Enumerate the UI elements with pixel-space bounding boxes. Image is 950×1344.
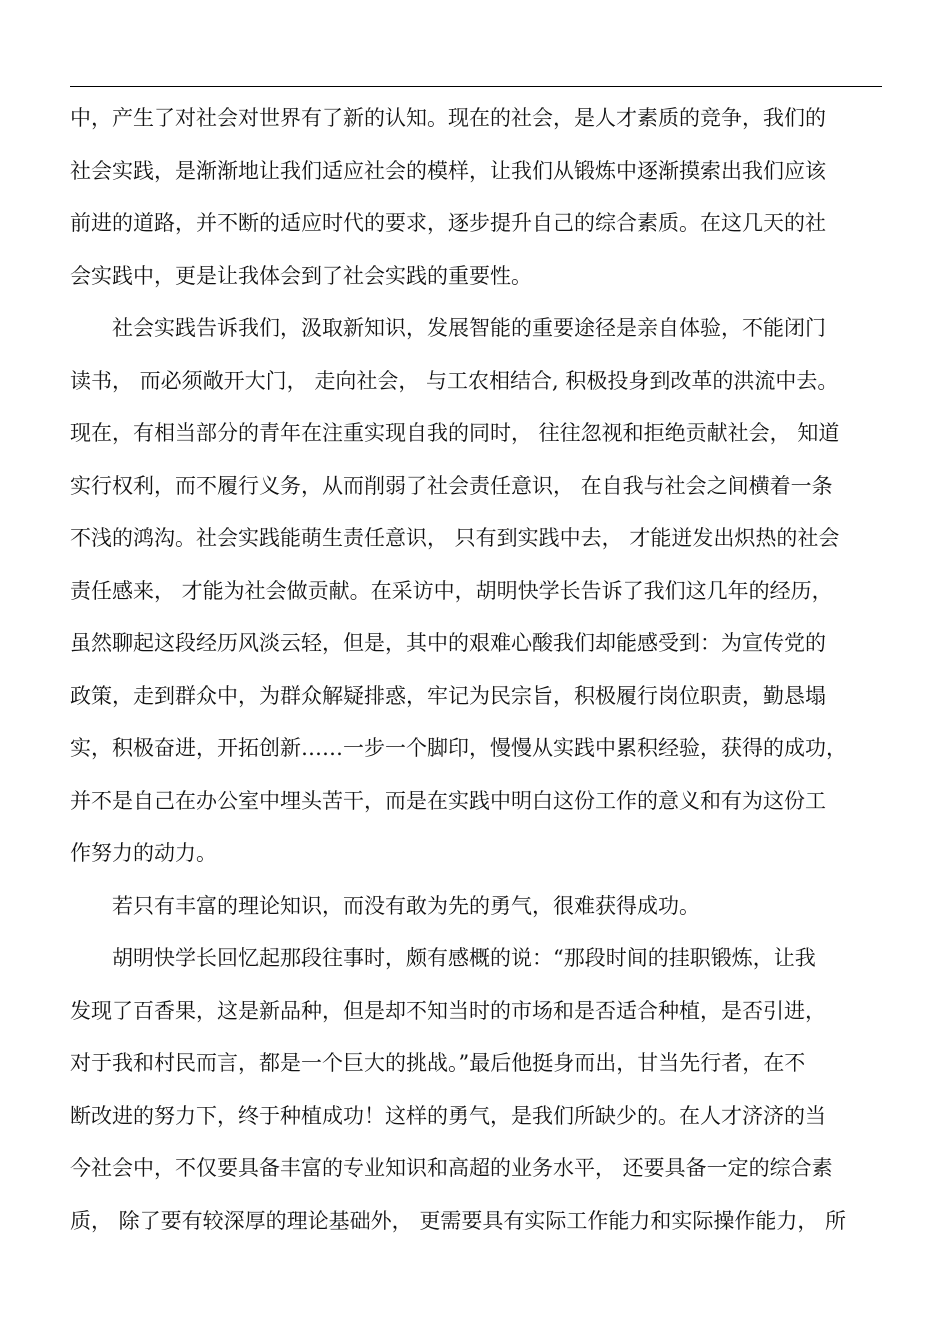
text-line: 政策，走到群众中，为群众解疑排惑，牢记为民宗旨，积极履行岗位职责，勤恳塌: [70, 683, 826, 708]
text-line: 责任感来， 才能为社会做贡献。在采访中，胡明快学长告诉了我们这几年的经历，: [70, 578, 833, 603]
text-line: 社会实践，是渐渐地让我们适应社会的模样，让我们从锻炼中逐渐摸索出我们应该: [70, 158, 826, 183]
text-line: 现在，有相当部分的青年在注重实现自我的同时， 往往忽视和拒绝贡献社会， 知道: [70, 421, 840, 445]
text-line: 断改进的努力下，终于种植成功！这样的勇气，是我们所缺少的。在人才济济的当: [70, 1103, 826, 1128]
text-line: 并不是自己在办公室中埋头苦干，而是在实践中明白这份工作的意义和有为这份工: [70, 788, 826, 813]
text-line: 会实践中，更是让我体会到了社会实践的重要性。: [70, 263, 532, 288]
text-line: 虽然聊起这段经历风淡云轻，但是，其中的艰难心酸我们却能感受到：为宣传党的: [70, 631, 826, 655]
text-line: 作努力的动力。: [70, 841, 217, 865]
text-line: 今社会中，不仅要具备丰富的专业知识和高超的业务水平， 还要具备一定的综合素: [70, 1156, 833, 1180]
text-line: 若只有丰富的理论知识，而没有敢为先的勇气，很难获得成功。: [70, 893, 700, 918]
text-line: 质， 除了要有较深厚的理论基础外， 更需要具有实际工作能力和实际操作能力， 所: [70, 1208, 847, 1233]
text-line: 对于我和村民而言，都是一个巨大的挑战。”最后他挺身而出，甘当先行者，在不: [70, 1051, 806, 1075]
text-line: 实行权利，而不履行义务，从而削弱了社会责任意识， 在自我与社会之间横着一条: [70, 473, 833, 498]
text-line: 不浅的鸿沟。社会实践能萌生责任意识， 只有到实践中去， 才能迸发出炽热的社会: [70, 526, 840, 550]
text-line: 发现了百香果，这是新品种，但是却不知当时的市场和是否适合种植，是否引进，: [70, 998, 826, 1023]
text-line: 胡明快学长回忆起那段往事时，颇有感概的说：“那段时间的挂职锻炼，让我: [70, 946, 816, 970]
text-line: 前进的道路，并不断的适应时代的要求，逐步提升自己的综合素质。在这几天的社: [70, 211, 826, 235]
text-line: 实，积极奋进，开拓创新……一步一个脚印，慢慢从实践中累积经验，获得的成功，: [70, 736, 847, 760]
text-line: 社会实践告诉我们，汲取新知识，发展智能的重要途径是亲自体验，不能闭门: [70, 316, 826, 340]
text-line: 读书， 而必须敞开大门， 走向社会， 与工农相结合, 积极投身到改革的洪流中去。: [70, 368, 839, 393]
header-rule: [70, 86, 882, 87]
text-line: 中，产生了对社会对世界有了新的认知。现在的社会，是人才素质的竞争，我们的: [70, 106, 826, 130]
body-text: [70, 92, 882, 1247]
